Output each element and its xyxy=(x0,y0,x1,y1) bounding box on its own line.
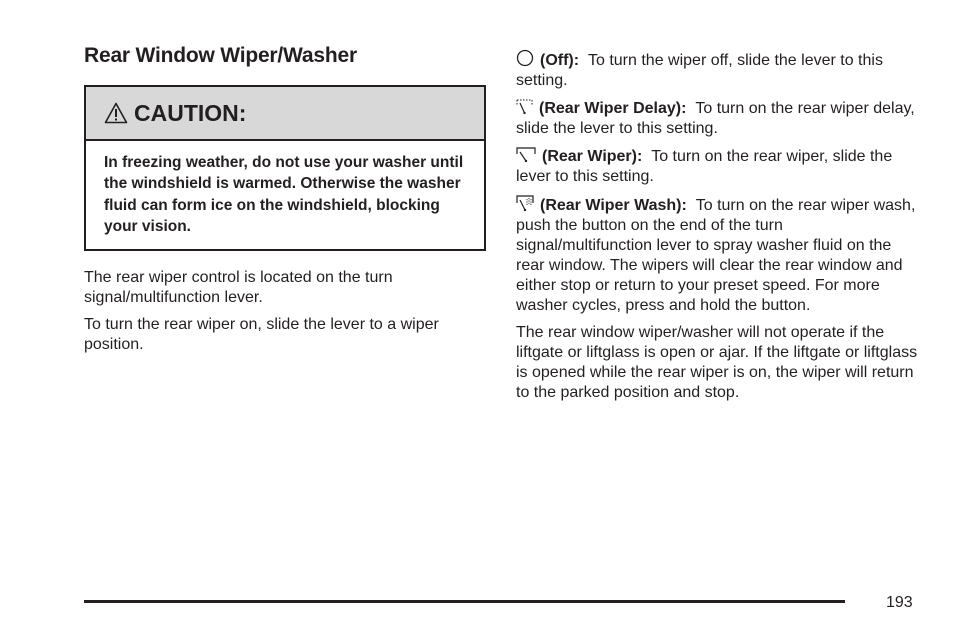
page-number: 193 xyxy=(886,594,913,611)
setting-off-text: To turn the wiper off, slide the lever to this setting. xyxy=(516,52,883,89)
paragraph-turn-on: To turn the rear wiper on, slide the lever to a wiper position. xyxy=(84,316,439,354)
setting-rear-wiper-wash-text: To turn on the rear wiper wash, push the button on the end of the turn signal/multifunction lever to spray washer fluid on the rear window. The wipers will clear the rear window and either stop or return to your preset speed. For more washer cycles, press and hold the button. xyxy=(516,197,916,314)
left-column xyxy=(84,44,486,362)
paragraph-liftgate-note: The rear window wiper/washer will not operate if the liftgate or liftglass is open or ajar. If the liftgate or liftglass is opened while the rear wiper is on, the wiper will return to the parked position and stop. xyxy=(516,324,918,401)
setting-rear-wiper-delay-label: (Rear Wiper Delay): xyxy=(539,100,687,117)
setting-off-label: (Off): xyxy=(540,52,580,69)
setting-rear-wiper-delay xyxy=(516,98,922,139)
off-circle-icon xyxy=(516,49,534,67)
right-column xyxy=(516,49,922,410)
paragraph-control-location: The rear wiper control is located on the turn signal/multifunction lever. xyxy=(84,269,393,307)
caution-header xyxy=(86,87,484,141)
rear-wiper-delay-icon xyxy=(516,98,533,115)
setting-rear-wiper xyxy=(516,146,922,187)
setting-rear-wiper-wash xyxy=(516,194,922,316)
setting-off xyxy=(516,49,922,91)
rear-wiper-wash-icon xyxy=(516,194,534,212)
footer-rule xyxy=(84,600,845,603)
caution-title: CAUTION: xyxy=(134,99,247,126)
caution-text: In freezing weather, do not use your washer until the windshield is warmed. Otherwise the washer fluid can form ice on the windshield, blocking your vision. xyxy=(104,154,464,235)
rear-wiper-icon xyxy=(516,146,536,163)
warning-triangle-icon xyxy=(104,102,128,124)
setting-rear-wiper-label: (Rear Wiper): xyxy=(542,148,643,165)
caution-box xyxy=(84,85,486,251)
section-heading: Rear Window Wiper/Washer xyxy=(84,44,357,67)
setting-rear-wiper-delay-text: To turn on the rear wiper delay, slide the lever to this setting. xyxy=(516,100,915,137)
setting-rear-wiper-wash-label: (Rear Wiper Wash): xyxy=(540,197,687,214)
setting-rear-wiper-text: To turn on the rear wiper, slide the lever to this setting. xyxy=(516,148,893,185)
